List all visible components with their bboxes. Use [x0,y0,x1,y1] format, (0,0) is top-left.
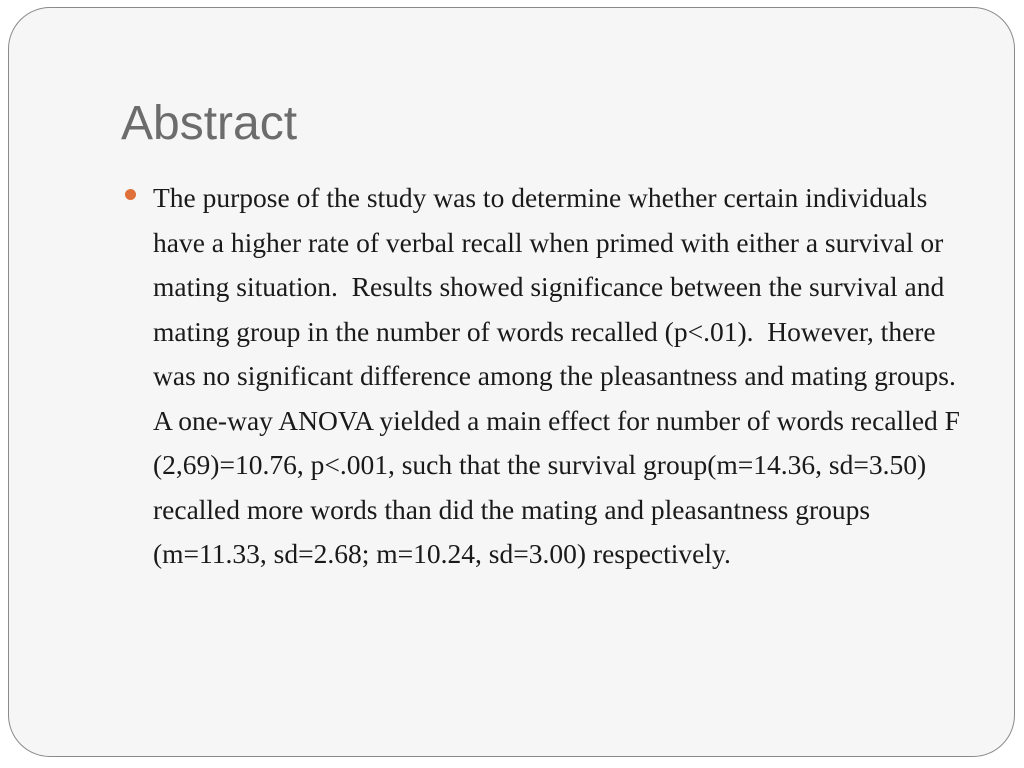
bullet-item [123,176,983,577]
bullet-list [123,176,983,577]
bullet-dot-icon [125,189,136,200]
slide [8,7,1015,757]
bullet-text: The purpose of the study was to determine whether certain individuals have a higher rate of verbal recall when primed with either a survival or mating situation. Results showed significance between the survival and mating group in the number of words recalled (p<.01). However, there was no significant difference among the pleasantness and mating groups. A one-way ANOVA yielded a main effect for number of words recalled F (2,69)=10.76, p<.001, such that the survival group(m=14.36, sd=3.50) recalled more words than did the mating and pleasantness groups (m=11.33, sd=2.68; m=10.24, sd=3.00) respectively. [153,182,969,569]
slide-title: Abstract [121,97,298,150]
